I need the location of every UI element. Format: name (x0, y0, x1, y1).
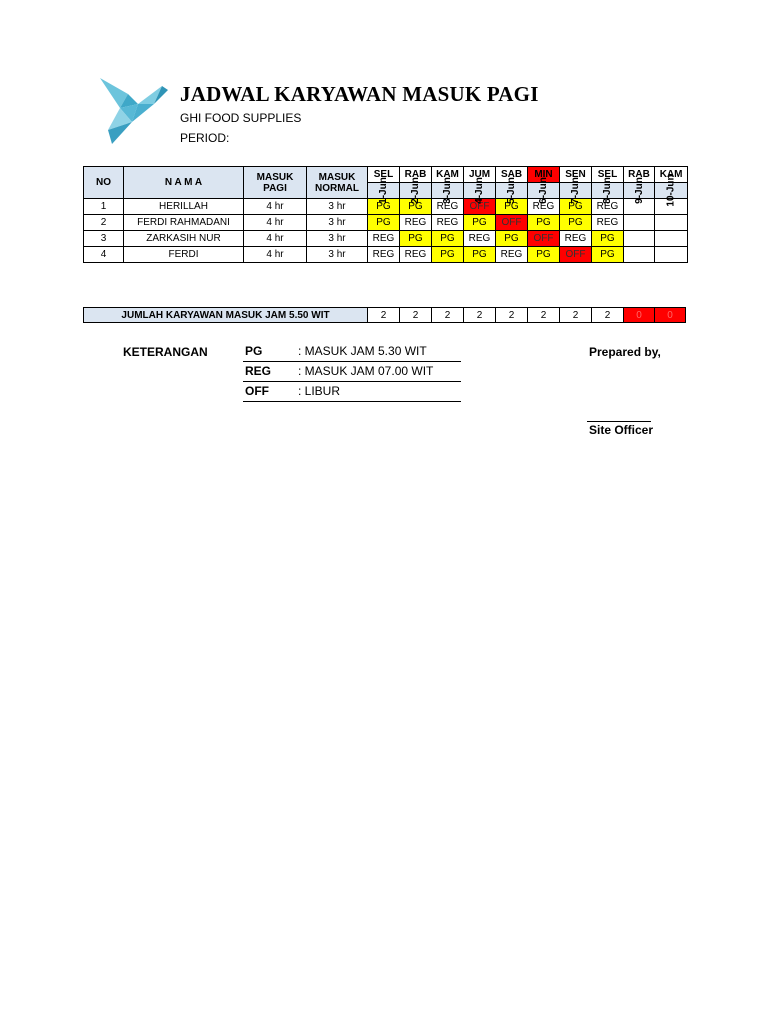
legend-desc: : LIBUR (298, 384, 341, 398)
shift-cell: PG (400, 199, 432, 215)
shift-cell: REG (432, 215, 464, 231)
date-header: 8-Jun (592, 183, 624, 199)
day-header: SEN (560, 167, 592, 183)
legend-item-pg (243, 343, 461, 362)
table-row (84, 215, 688, 231)
legend-item-off (243, 383, 461, 402)
date-header: 5-Jun (496, 183, 528, 199)
total-label: JUMLAH KARYAWAN MASUK JAM 5.50 WIT (84, 308, 368, 323)
shift-cell: PG (496, 199, 528, 215)
legend-code: OFF (245, 384, 269, 398)
shift-cell: REG (368, 231, 400, 247)
masuk-pagi-value: 4 hr (244, 231, 307, 247)
shift-cell: OFF (528, 231, 560, 247)
legend-item-reg (243, 363, 461, 382)
day-header: KAM (432, 167, 464, 183)
col-name-header: N A M A (124, 167, 244, 199)
day-header: SAB (496, 167, 528, 183)
masuk-normal-value: 3 hr (307, 215, 368, 231)
period-label: PERIOD: (180, 131, 230, 145)
page-title: JADWAL KARYAWAN MASUK PAGI (180, 82, 539, 106)
shift-cell: REG (592, 215, 624, 231)
shift-cell: REG (432, 199, 464, 215)
legend-desc: : MASUK JAM 07.00 WIT (298, 364, 434, 378)
shift-cell: REG (496, 247, 528, 263)
shift-cell: REG (368, 247, 400, 263)
shift-cell: REG (592, 199, 624, 215)
date-header: 7-Jun (560, 183, 592, 199)
row-number: 2 (84, 215, 124, 231)
legend-title: KETERANGAN (123, 345, 208, 359)
col-masuk-pagi-header: MASUK PAGI (244, 167, 307, 199)
shift-cell: PG (400, 231, 432, 247)
shift-cell: OFF (560, 247, 592, 263)
employee-name: HERILLAH (124, 199, 244, 215)
date-header: 6-Jun (528, 183, 560, 199)
shift-cell: PG (560, 199, 592, 215)
employee-name: ZARKASIH NUR (124, 231, 244, 247)
shift-cell (655, 247, 688, 263)
total-value: 2 (400, 308, 432, 323)
total-value-zero: 0 (624, 308, 655, 323)
date-header: 9-Jun (624, 183, 655, 199)
schedule-table (83, 166, 688, 263)
employee-name: FERDI RAHMADANI (124, 215, 244, 231)
day-header: RAB (624, 167, 655, 183)
date-header: 1-Jun (368, 183, 400, 199)
site-officer-label: Site Officer (589, 423, 654, 437)
total-value: 2 (560, 308, 592, 323)
shift-cell: REG (400, 215, 432, 231)
total-value: 2 (528, 308, 560, 323)
shift-cell: PG (592, 247, 624, 263)
shift-cell: REG (560, 231, 592, 247)
employee-name: FERDI (124, 247, 244, 263)
date-header: 4-Jun (464, 183, 496, 199)
shift-cell: PG (528, 215, 560, 231)
prepared-by-label: Prepared by, (589, 345, 661, 359)
col-no-header: NO (84, 167, 124, 199)
shift-cell: PG (432, 231, 464, 247)
shift-cell (655, 231, 688, 247)
shift-cell: REG (528, 199, 560, 215)
table-row (84, 247, 688, 263)
shift-cell (655, 215, 688, 231)
row-number: 3 (84, 231, 124, 247)
day-header: RAB (400, 167, 432, 183)
shift-cell: REG (464, 231, 496, 247)
total-value: 2 (496, 308, 528, 323)
shift-cell (624, 231, 655, 247)
row-number: 1 (84, 199, 124, 215)
masuk-normal-value: 3 hr (307, 247, 368, 263)
shift-cell: PG (592, 231, 624, 247)
shift-cell: PG (432, 247, 464, 263)
day-header: KAM (655, 167, 688, 183)
shift-cell: PG (464, 215, 496, 231)
col-masuk-normal-header: MASUK NORMAL (307, 167, 368, 199)
legend-code: REG (245, 364, 272, 378)
shift-cell: PG (368, 199, 400, 215)
total-table (83, 307, 686, 323)
day-header: SEL (592, 167, 624, 183)
shift-cell (624, 247, 655, 263)
date-header: 2-Jun (400, 183, 432, 199)
row-number: 4 (84, 247, 124, 263)
shift-cell: PG (560, 215, 592, 231)
total-value-zero: 0 (655, 308, 686, 323)
shift-cell: REG (400, 247, 432, 263)
legend-code: PG (245, 344, 263, 358)
total-value: 2 (464, 308, 496, 323)
day-header-sunday: MIN (528, 167, 560, 183)
bird-logo-icon (98, 74, 170, 146)
date-header: 3-Jun (432, 183, 464, 199)
total-value: 2 (432, 308, 464, 323)
shift-cell: OFF (496, 215, 528, 231)
total-value: 2 (368, 308, 400, 323)
signature-line (587, 421, 651, 422)
shift-cell: PG (496, 231, 528, 247)
shift-cell: PG (368, 215, 400, 231)
total-row (84, 308, 686, 323)
masuk-pagi-value: 4 hr (244, 247, 307, 263)
date-header: 10-Jun (655, 183, 688, 199)
day-header: SEL (368, 167, 400, 183)
shift-cell: PG (464, 247, 496, 263)
legend-desc: : MASUK JAM 5.30 WIT (298, 344, 427, 358)
total-value: 2 (592, 308, 624, 323)
masuk-normal-value: 3 hr (307, 231, 368, 247)
day-header: JUM (464, 167, 496, 183)
masuk-pagi-value: 4 hr (244, 215, 307, 231)
masuk-pagi-value: 4 hr (244, 199, 307, 215)
shift-cell: OFF (464, 199, 496, 215)
masuk-normal-value: 3 hr (307, 199, 368, 215)
table-row (84, 231, 688, 247)
company-name: GHI FOOD SUPPLIES (180, 111, 302, 125)
shift-cell (624, 215, 655, 231)
shift-cell: PG (528, 247, 560, 263)
